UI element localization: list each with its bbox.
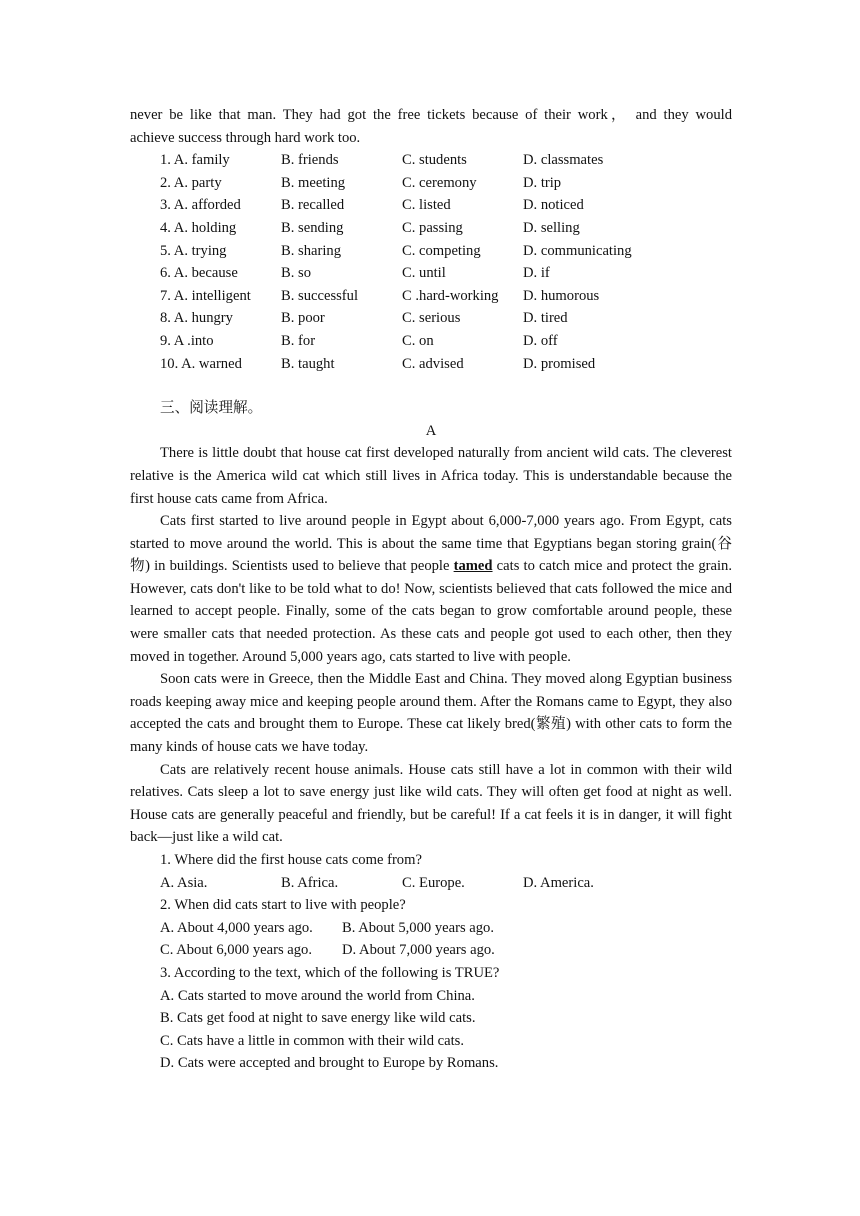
cloze-row xyxy=(130,285,732,308)
cloze-9-option-c[interactable]: C. on xyxy=(402,332,434,349)
cloze-2-option-a[interactable]: 2. A. party xyxy=(160,174,222,191)
cloze-7-option-d[interactable]: D. humorous xyxy=(523,287,600,304)
cloze-row xyxy=(130,172,732,195)
cloze-5-option-b[interactable]: B. sharing xyxy=(281,242,341,259)
passage-label: A xyxy=(425,422,437,439)
tamed-word: tamed xyxy=(453,558,493,575)
cloze-10-option-c[interactable]: C. advised xyxy=(402,355,464,372)
cloze-options-list xyxy=(130,149,732,375)
cloze-row xyxy=(130,353,732,376)
cloze-4-option-b[interactable]: B. sending xyxy=(281,219,344,236)
paragraph-2-start: Cats first started to live around people in Egypt about 6,000-7,000 years ago. From Egypt, cats started to move around the world. This is about the same time that Egyptians began storing grain(谷物) in buildings. Scientists used to believe that people xyxy=(130,513,732,575)
document-page xyxy=(130,104,732,1075)
cloze-9-option-b[interactable]: B. for xyxy=(281,332,316,349)
cloze-5-option-a[interactable]: 5. A. trying xyxy=(160,242,227,259)
q1-option-b[interactable]: B. Africa. xyxy=(281,874,339,891)
cloze-row xyxy=(130,149,732,172)
cloze-3-option-d[interactable]: D. noticed xyxy=(523,197,584,214)
cloze-8-option-a[interactable]: 8. A. hungry xyxy=(160,310,233,327)
cloze-2-option-c[interactable]: C. ceremony xyxy=(402,174,477,191)
paragraph-2-end: cats to catch mice and protect the grain. However, cats don't like to be told what to do! Now, scientists believed that cats followed the mice and learned to accept people. Finally, some of the cats began to grow comfortable around people, these were smaller cats that needed protection. As these cats and people got used to each other, then they moved in together. Around 5,000 years ago, cats started to live with people. xyxy=(130,558,732,665)
cloze-4-option-d[interactable]: D. selling xyxy=(523,219,580,236)
q1-option-c[interactable]: C. Europe. xyxy=(402,874,465,891)
intro-line-1: never be like that man. They had got the free tickets because of their work， and they would xyxy=(130,107,732,123)
cloze-8-option-d[interactable]: D. tired xyxy=(523,310,568,327)
question-2-options-row-1 xyxy=(130,917,732,940)
cloze-3-option-a[interactable]: 3. A. afforded xyxy=(160,197,241,214)
paragraph-3: Soon cats were in Greece, then the Middle East and China. They moved along Egyptian business roads keeping away mice and keeping people around them. After the Romans came to Egypt, they also accepted the cats and brought them to Europe. These cat likely bred(繁殖) with other cats to form the many kinds of house cats we have today. xyxy=(130,671,732,756)
q3-option-c[interactable]: C. Cats have a little in common with their wild cats. xyxy=(160,1032,464,1049)
cloze-3-option-b[interactable]: B. recalled xyxy=(281,197,345,214)
question-1: 1. Where did the first house cats come from? xyxy=(160,852,422,868)
q2-option-c[interactable]: C. About 6,000 years ago. xyxy=(160,942,313,959)
paragraph-4: Cats are relatively recent house animals. House cats still have a lot in common with their wild relatives. Cats sleep a lot to save energy just like wild cats. They will often get food at night as well. House cats are generally peaceful and friendly, but be careful! If a cat feels it is in danger, it will fight back—just like a wild cat. xyxy=(130,761,732,846)
question-3: 3. According to the text, which of the following is TRUE? xyxy=(160,964,500,981)
question-1-options xyxy=(130,872,732,895)
cloze-6-option-b[interactable]: B. so xyxy=(281,265,312,282)
cloze-10-option-a[interactable]: 10. A. warned xyxy=(160,355,242,372)
q3-option-b[interactable]: B. Cats get food at night to save energy like wild cats. xyxy=(160,1010,476,1027)
cloze-6-option-c[interactable]: C. until xyxy=(402,265,446,282)
question-2: 2. When did cats start to live with people? xyxy=(160,897,406,914)
cloze-10-option-b[interactable]: B. taught xyxy=(281,355,335,372)
cloze-1-option-c[interactable]: C. students xyxy=(402,152,467,169)
q1-option-d[interactable]: D. America. xyxy=(523,874,594,891)
q2-option-b[interactable]: B. About 5,000 years ago. xyxy=(342,919,495,936)
cloze-1-option-a[interactable]: 1. A. family xyxy=(160,152,230,169)
cloze-3-option-c[interactable]: C. listed xyxy=(402,197,451,214)
cloze-7-option-c[interactable]: C .hard-working xyxy=(402,287,499,304)
paragraph-1: There is little doubt that house cat first developed naturally from ancient wild cats. The cleverest relative is the America wild cat which still lives in Africa today. This is understandable because the first house cats came from Africa. xyxy=(130,445,732,507)
cloze-5-option-d[interactable]: D. communicating xyxy=(523,242,632,259)
section-title: 三、阅读理解。 xyxy=(160,400,263,417)
question-2-options-row-2 xyxy=(130,939,732,962)
cloze-row xyxy=(130,262,732,285)
cloze-row xyxy=(130,307,732,330)
cloze-1-option-d[interactable]: D. classmates xyxy=(523,152,604,169)
cloze-2-option-b[interactable]: B. meeting xyxy=(281,174,346,191)
cloze-9-option-a[interactable]: 9. A .into xyxy=(160,332,214,349)
cloze-row xyxy=(130,194,732,217)
cloze-8-option-b[interactable]: B. poor xyxy=(281,310,325,327)
cloze-5-option-c[interactable]: C. competing xyxy=(402,242,481,259)
cloze-row xyxy=(130,240,732,263)
cloze-6-option-d[interactable]: D. if xyxy=(523,265,550,282)
intro-line-2: achieve success through hard work too. xyxy=(130,129,361,146)
cloze-8-option-c[interactable]: C. serious xyxy=(402,310,461,327)
cloze-1-option-b[interactable]: B. friends xyxy=(281,152,339,169)
cloze-4-option-c[interactable]: C. passing xyxy=(402,219,463,236)
paragraph-2 xyxy=(130,510,732,668)
cloze-7-option-b[interactable]: B. successful xyxy=(281,287,359,304)
cloze-10-option-d[interactable]: D. promised xyxy=(523,355,596,372)
cloze-row xyxy=(130,330,732,353)
cloze-4-option-a[interactable]: 4. A. holding xyxy=(160,219,237,236)
cloze-row xyxy=(130,217,732,240)
cloze-2-option-d[interactable]: D. trip xyxy=(523,174,562,191)
q3-option-d[interactable]: D. Cats were accepted and brought to Europe by Romans. xyxy=(160,1055,499,1072)
cloze-7-option-a[interactable]: 7. A. intelligent xyxy=(160,287,251,304)
q1-option-a[interactable]: A. Asia. xyxy=(160,874,208,891)
q2-option-a[interactable]: A. About 4,000 years ago. xyxy=(160,919,313,936)
cloze-6-option-a[interactable]: 6. A. because xyxy=(160,265,238,282)
q3-option-a[interactable]: A. Cats started to move around the world from China. xyxy=(160,987,475,1004)
q2-option-d[interactable]: D. About 7,000 years ago. xyxy=(342,942,495,959)
cloze-9-option-d[interactable]: D. off xyxy=(523,332,558,349)
